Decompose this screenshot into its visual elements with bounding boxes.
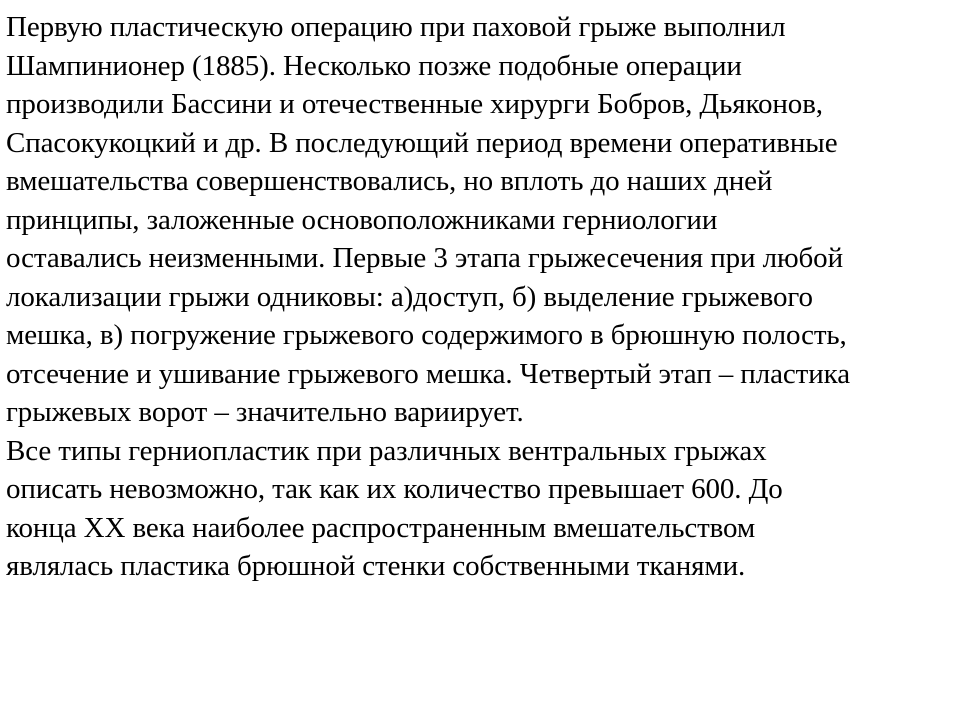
text-line: Все типы герниопластик при различных вентральных грыжах [6, 434, 767, 467]
text-line: Первую пластическую операцию при паховой грыже выполнил [6, 11, 786, 43]
text-line: отсечение и ушивание грыжевого мешка. Четвертый этап – пластика [6, 357, 850, 390]
text-line: вмешательства совершенствовались, но вплоть до наших дней [6, 165, 773, 197]
text-line: мешка, в) погружение грыжевого содержимого в брюшную полость, [6, 319, 847, 351]
text-line: описать невозможно, так как их количество превышает 600. До [6, 473, 783, 505]
text-line: принципы, заложенные основоположниками герниологии [6, 203, 718, 236]
text-line: Спасокукоцкий и др. В последующий период времени оперативные [6, 126, 838, 159]
text-line: Шампинионер (1885). Несколько позже подобные операции [6, 49, 742, 82]
text-line: производили Бассини и отечественные хирурги Бобров, Дьяконов, [6, 88, 823, 120]
paragraph-history [6, 8, 954, 432]
text-line: оставались неизменными. Первые 3 этапа грыжесечения при любой [6, 242, 843, 274]
text-line: являлась пластика брюшной стенки собственными тканями. [6, 550, 746, 582]
text-line: грыжевых ворот – значительно вариирует. [6, 396, 524, 428]
paragraph-hernioplasty-types [6, 432, 954, 586]
body-text [6, 8, 954, 586]
text-line: локализации грыжи одниковы: а)доступ, б) выделение грыжевого [6, 280, 813, 313]
text-line: конца ХХ века наиболее распространенным вмешательством [6, 511, 756, 544]
